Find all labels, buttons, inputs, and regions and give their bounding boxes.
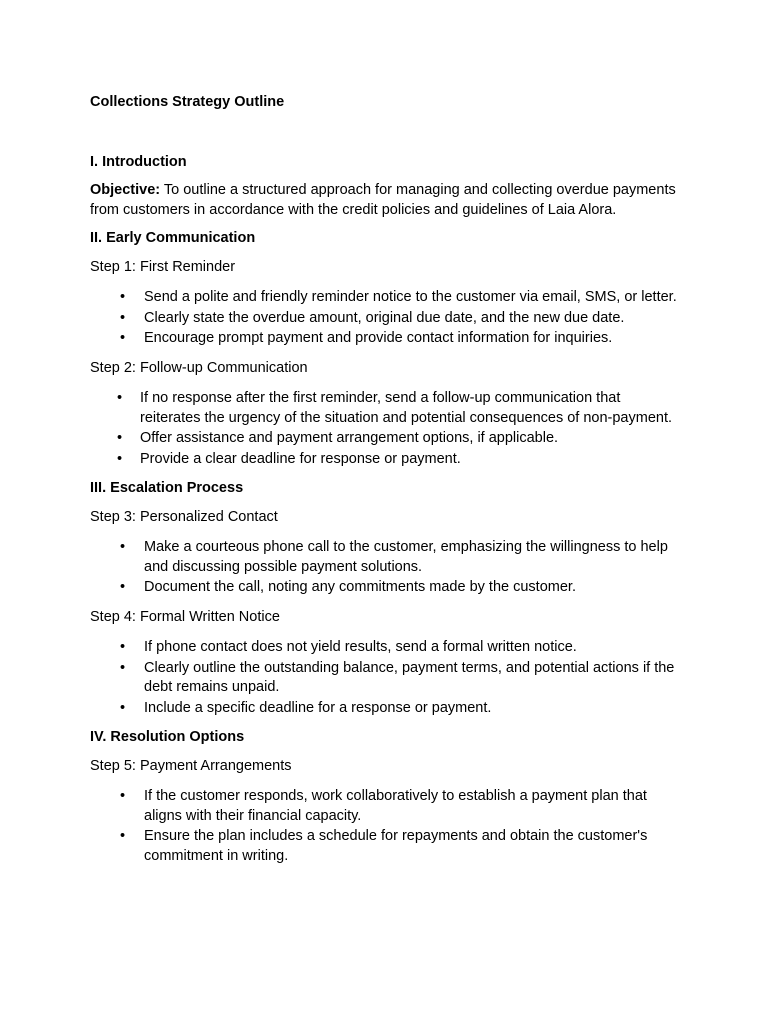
list-item: • Document the call, noting any commitments made by the customer. xyxy=(90,578,680,598)
step-5-title: Step 5: Payment Arrangements xyxy=(90,757,292,774)
list-item: • Clearly outline the outstanding balance, payment terms, and potential actions if the debt remains unpaid. xyxy=(90,659,680,698)
section-heading-early-communication: II. Early Communication xyxy=(90,230,256,246)
list-item: • If no response after the first reminder, send a follow-up communication that reiterates the urgency of the situation and potential consequences of non-payment. xyxy=(90,389,680,428)
document-title: Collections Strategy Outline xyxy=(90,94,285,110)
list-item: • Include a specific deadline for a response or payment. xyxy=(90,699,680,719)
list-item: • Send a polite and friendly reminder notice to the customer via email, SMS, or letter. xyxy=(90,288,680,308)
step-4-title: Step 4: Formal Written Notice xyxy=(90,608,280,625)
section-heading-escalation-process: III. Escalation Process xyxy=(90,480,244,496)
list-item: • If phone contact does not yield results, send a formal written notice. xyxy=(90,638,680,658)
list-item: • Provide a clear deadline for response or payment. xyxy=(90,450,680,470)
section-heading-introduction: I. Introduction xyxy=(90,153,187,170)
list-item: • Clearly state the overdue amount, original due date, and the new due date. xyxy=(90,309,680,329)
step-3-title: Step 3: Personalized Contact xyxy=(90,508,278,525)
step-4-list xyxy=(90,638,680,718)
document-page xyxy=(90,93,680,876)
step-2-title: Step 2: Follow-up Communication xyxy=(90,359,308,376)
step-5-list xyxy=(90,787,680,866)
list-item: • If the customer responds, work collaboratively to establish a payment plan that aligns with their financial capacity. xyxy=(90,787,680,826)
list-item: • Ensure the plan includes a schedule for repayments and obtain the customer's commitment in writing. xyxy=(90,827,680,866)
step-1-title: Step 1: First Reminder xyxy=(90,258,236,275)
list-item: • Encourage prompt payment and provide contact information for inquiries. xyxy=(90,329,680,349)
list-item: • Offer assistance and payment arrangement options, if applicable. xyxy=(90,429,680,449)
objective-text: To outline a structured approach for managing and collecting overdue payments from customers in accordance with the credit policies and guidelines of Laia Alora. xyxy=(90,182,676,218)
objective-paragraph xyxy=(90,181,680,220)
step-3-list xyxy=(90,538,680,598)
section-heading-resolution-options: IV. Resolution Options xyxy=(90,729,245,745)
list-item: • Make a courteous phone call to the customer, emphasizing the willingness to help and discussing possible payment solutions. xyxy=(90,538,680,577)
objective-label: Objective: xyxy=(90,182,161,198)
step-2-list xyxy=(90,389,680,469)
step-1-list xyxy=(90,288,680,349)
